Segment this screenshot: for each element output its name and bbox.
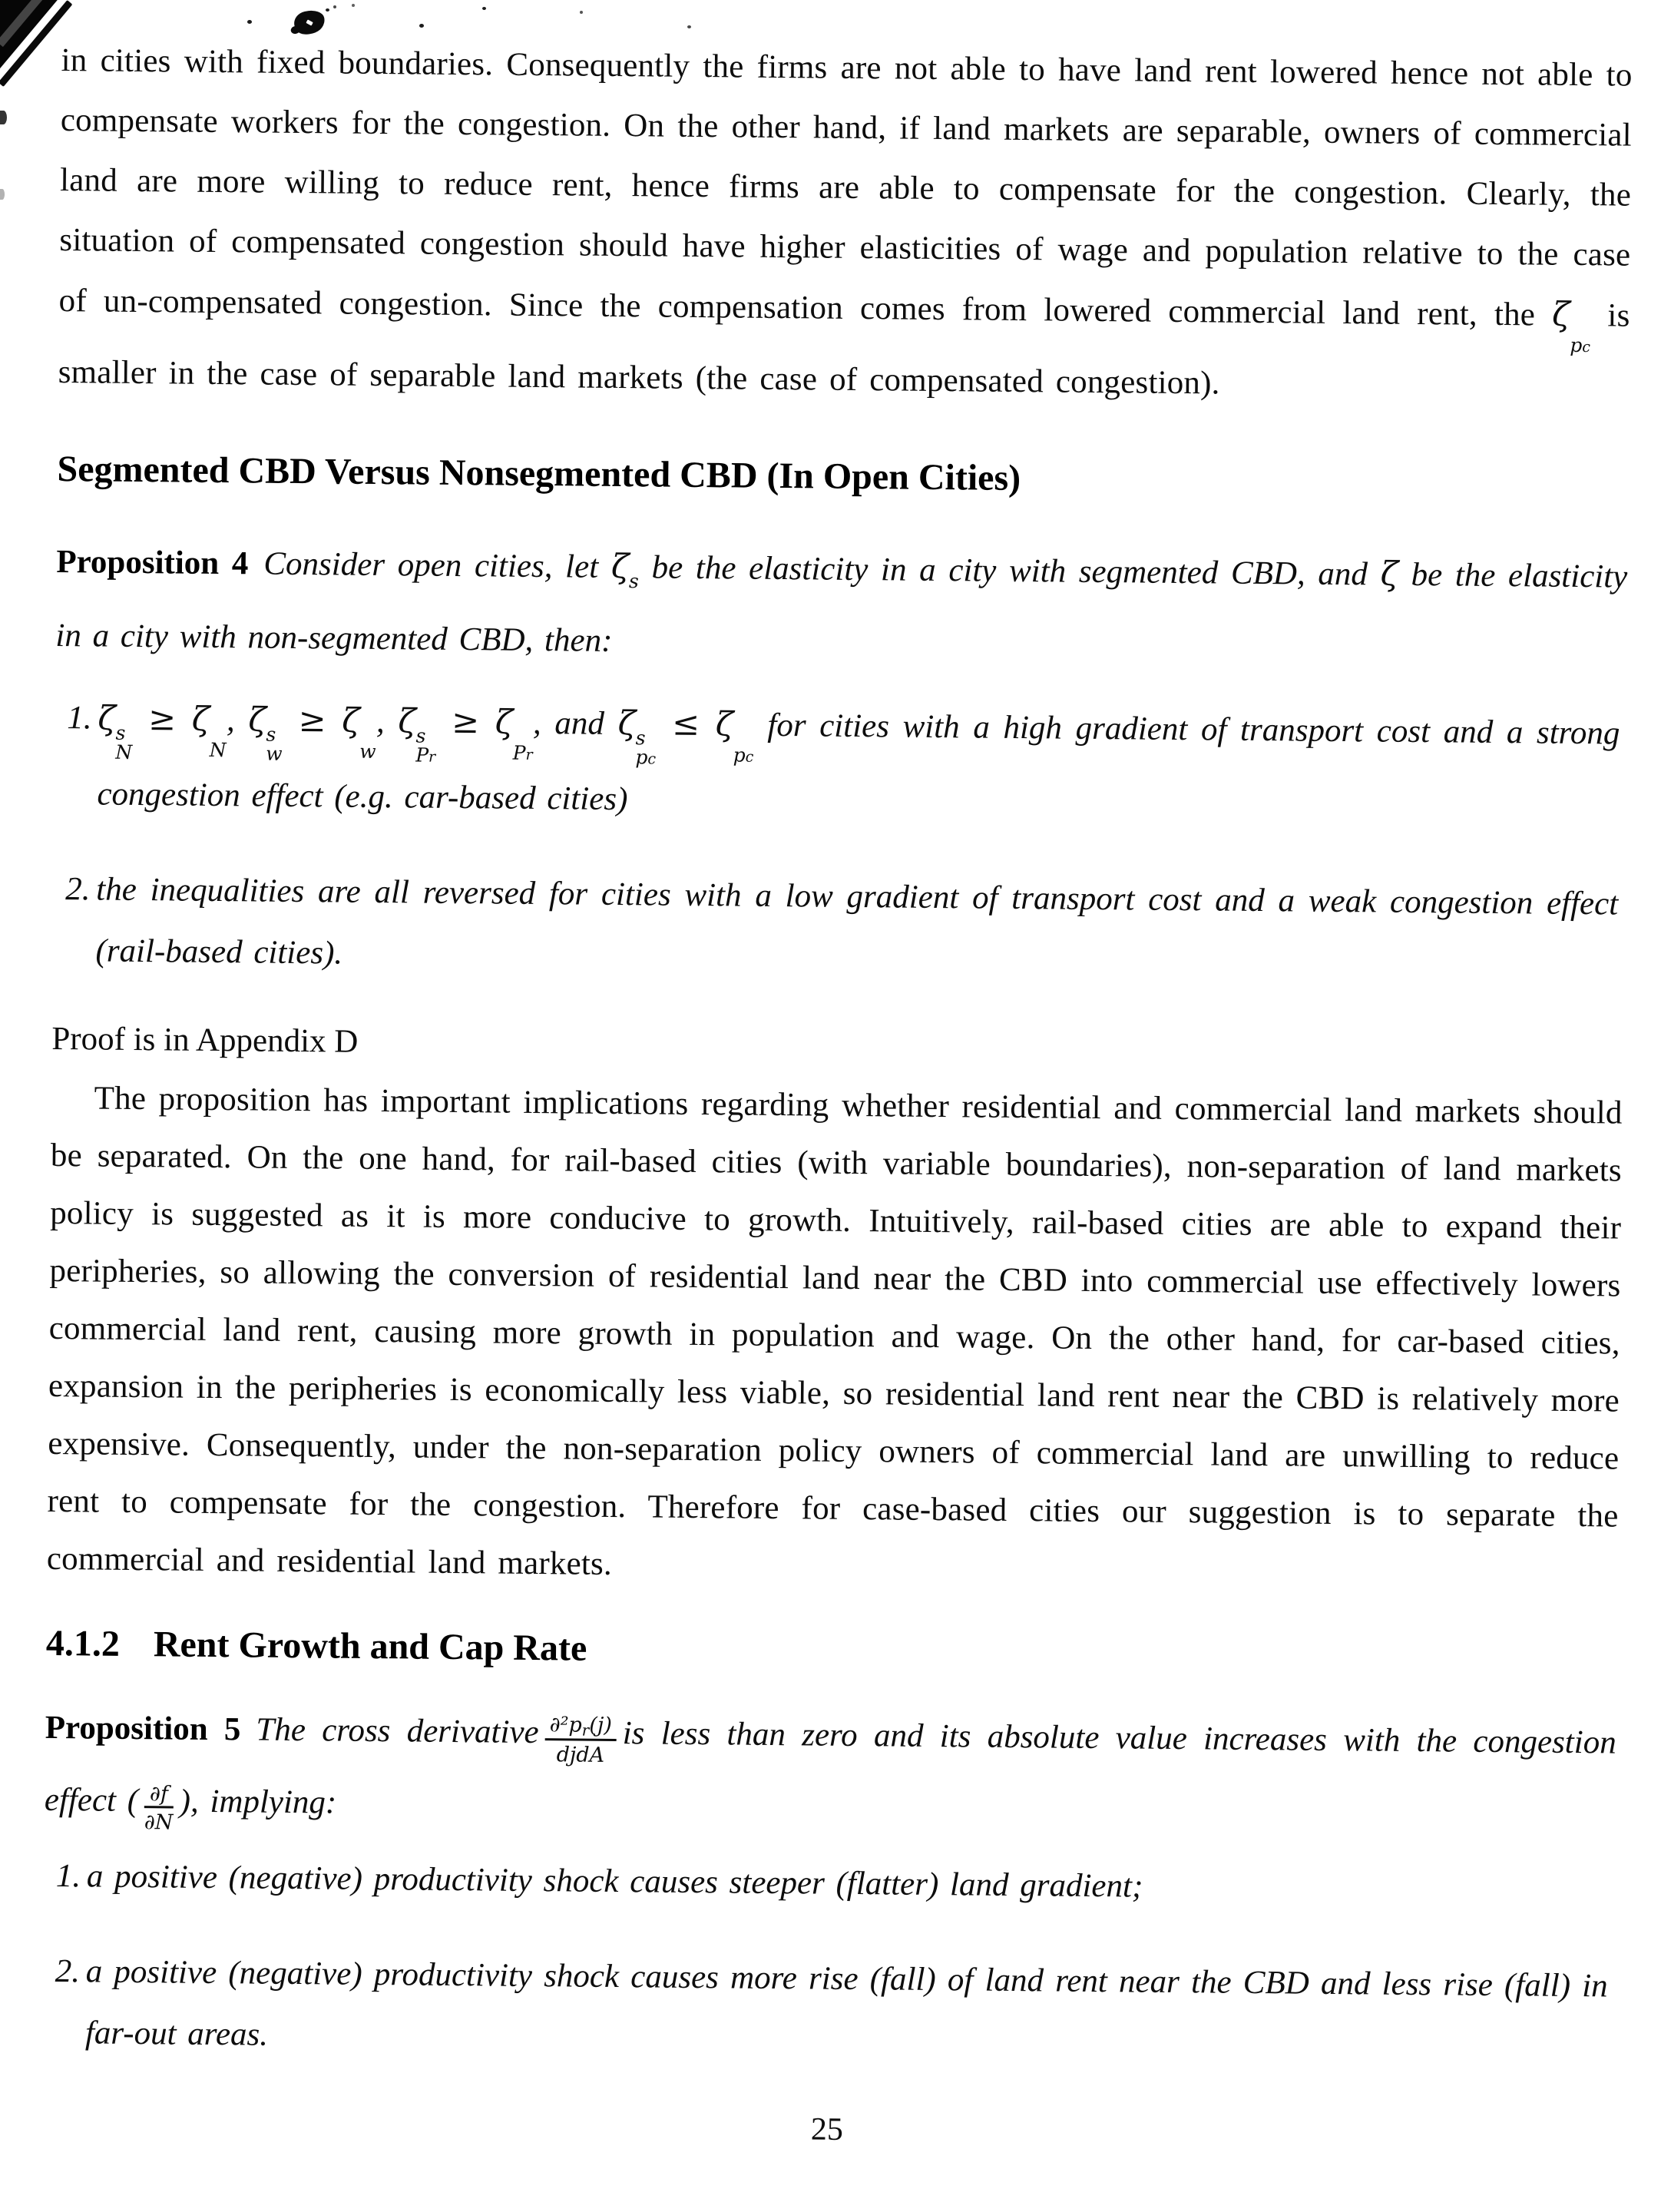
ink-speck — [247, 20, 252, 24]
zeta-s-symbol: ζ s — [610, 547, 639, 593]
ink-speck — [482, 7, 486, 10]
item-text: for cities with a high gradient of transport cost and a strong congestion effect (e.g. car-based cities) — [97, 707, 1620, 818]
discussion-paragraph: The proposition has important implications regarding whether residential and commercial land markets should be separated. On the one hand, for rail-based cities (with variable boundaries), non-separation of land markets policy is suggested as it is more conducive to growth. Intuitively, rail-based cities are able to expand their peripheries, so allowing the conversion of residential land near the CBD into commercial use effectively lowers commercial land rent, causing more growth in population and wage. On the other hand, for car-based cities, expansion in the peripheries is economically less viable, so residential land rent near the CBD is relatively more expensive. Consequently, under the non-separation policy owners of commercial land are unwilling to reduce rent to compensate for the congestion. Therefore for case-based cities our suggestion is to separate the commercial and residential land markets. — [46, 1080, 1623, 1582]
item-text: the inequalities are all reversed for cities with a low gradient of transport cost and a weak congestion effect (rail-based cities). — [95, 871, 1619, 972]
geq-symbol: ≥ — [132, 699, 193, 739]
zeta-N-symbol: ζ N — [191, 700, 227, 762]
ink-speck — [419, 24, 424, 28]
geq-symbol: ≥ — [435, 702, 496, 742]
item-text: a positive (negative) productivity shock causes more rise (fall) of land rent near the CBD and less rise (fall) in far-out areas. — [84, 1953, 1608, 2053]
item-number: 2. — [55, 1953, 81, 1990]
proposition-4-label: Proposition 4 — [56, 543, 249, 582]
section-heading-segmented-cbd: Segmented CBD Versus Nonsegmented CBD (In Open Cities) — [57, 448, 1021, 499]
zeta-pc-symbol: ζ pc — [1551, 295, 1591, 357]
zeta-Pr-symbol: ζ Pr — [495, 703, 533, 764]
page-text-block — [41, 31, 1633, 2156]
proposition-4-item-2 — [52, 859, 1624, 997]
item-body: ζ s N ≥ ζ N , ζ s w ≥ ζ w , ζ s Pr ≥ ζ Pr , and ζ s pc ≤ ζ pc for cities with a high gradient of transport cost and a strong congestion effect (e.g. car-based cities) — [97, 699, 1620, 818]
proposition-5-label: Proposition 5 — [45, 1709, 241, 1748]
congestion-effect-fraction: $\frac{\partial f}{\partial N}$ — [144, 1782, 174, 1835]
proposition-5: Proposition 5 The cross derivative ∂²p r (j) djdA is less than zero and its absolute value increases with the congestion effect ( $\frac{\partial f}{\partial N}$ ), implying: — [44, 1709, 1616, 1835]
zeta-sw-symbol: ζ s w — [248, 700, 283, 765]
zeta-sPr-symbol: ζ s Pr — [398, 702, 436, 767]
page-number: 25 — [810, 2111, 844, 2147]
proposition-4-item-1 — [54, 687, 1626, 840]
proposition-5-item-1 — [44, 1846, 1616, 1922]
item-number: 1. — [55, 1858, 81, 1895]
zeta-w-symbol: ζ w — [342, 701, 376, 763]
subsection-title: Rent Growth and Cap Rate — [153, 1624, 587, 1669]
ink-speck — [352, 4, 355, 7]
cross-derivative-fraction: ∂²p r (j) djdA — [544, 1713, 617, 1767]
item-number: 2. — [65, 871, 91, 908]
scan-edge-smudge — [0, 189, 5, 200]
opening-paragraph — [58, 31, 1633, 418]
paragraph-text: in cities with fixed boundaries. Consequently the firms are not able to have land rent lowered hence not able to compensate workers for the congestion. On the other hand, if land markets are separable, owners of commercial land are more willing to reduce rent, hence firms are able to compensate for the congestion. Clearly, the situation of compensated congestion should have higher elasticities of wage and population relative to the case of un-compensated congestion. Since the compensation comes from lowered commercial land rent, the — [58, 41, 1633, 333]
item-number: 1. — [67, 700, 92, 737]
ink-speck — [687, 25, 691, 28]
proposition-4: Proposition 4 Consider open cities, let ζ s be the elasticity in a city with segmented CBD, and ζ be the elasticity in a city with non-segmented CBD, then: — [55, 543, 1628, 659]
item-text: a positive (negative) productivity shock causes steeper (flatter) land gradient; — [86, 1858, 1143, 1905]
subsection-heading-rent-growth — [46, 1621, 1617, 1681]
scan-edge-mark — [0, 111, 7, 124]
zeta-spc-symbol: ζ s pc — [617, 704, 657, 769]
zeta-pc-symbol: ζ pc — [715, 705, 754, 767]
ink-speck — [580, 11, 583, 14]
ink-speck — [326, 8, 329, 12]
subsection-number: 4.1.2 — [45, 1622, 121, 1664]
proof-reference: Proof is in Appendix D — [51, 1020, 359, 1060]
proposition-5-item-2 — [42, 1941, 1614, 2079]
leq-symbol: ≤ — [656, 704, 716, 744]
zeta-symbol: ζ — [1380, 555, 1399, 594]
ink-speck — [333, 5, 336, 8]
zeta-sN-symbol: ζ s N — [98, 699, 133, 763]
paragraph-text: is smaller in the case of separable land markets (the case of compensated congestion). — [58, 297, 1630, 402]
geq-symbol: ≥ — [282, 700, 342, 740]
